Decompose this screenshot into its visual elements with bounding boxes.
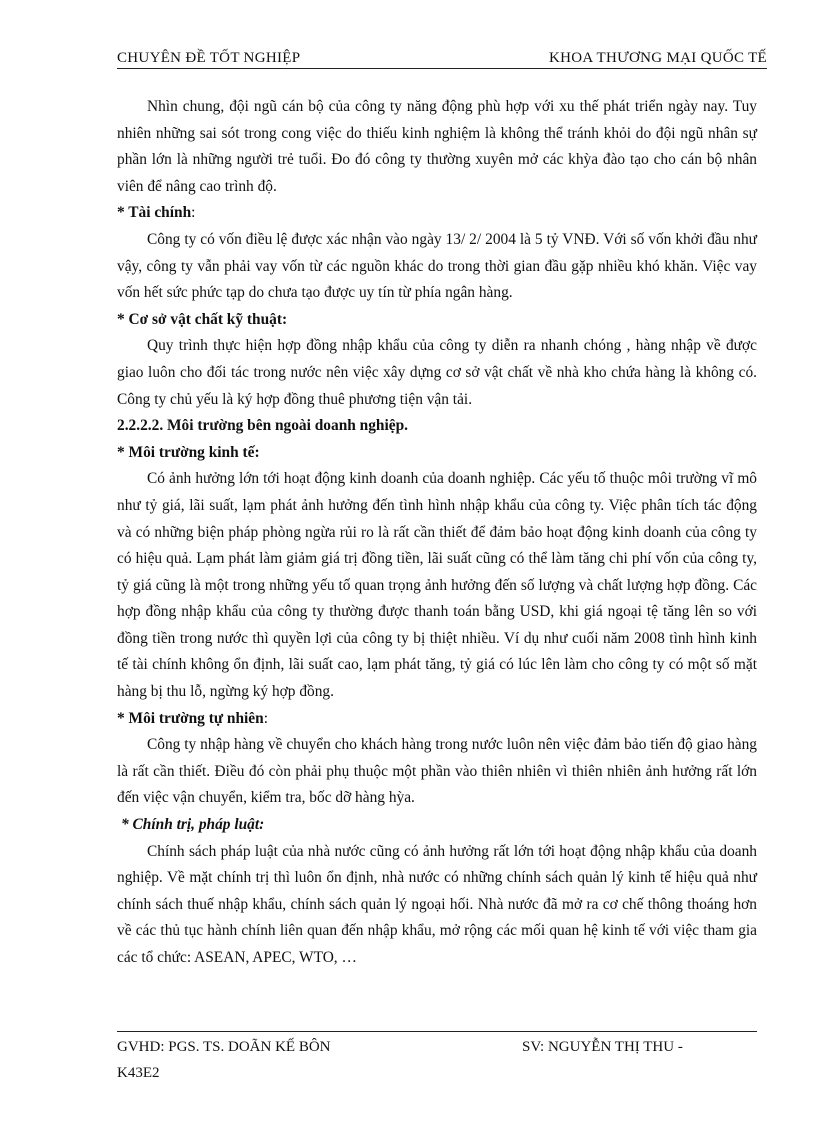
page-header (117, 48, 767, 69)
page-footer (117, 1031, 757, 1081)
heading-natural (117, 706, 757, 733)
heading-natural-text: * Môi trường tự nhiên (117, 709, 264, 727)
document-body (117, 94, 757, 972)
section-heading-external: 2.2.2.2. Môi trường bên ngoài doanh nghiệp. (117, 417, 408, 435)
paragraph-political-legal: Chính sách pháp luật của nhà nước cũng có ảnh hưởng rất lớn tới hoạt động nhập khẩu của doanh nghiệp. Về mặt chính trị thì luôn ổn định, nhà nước có những chính sách quản lý kinh tế hiệu quả như chính sách thuế nhập khẩu, chính sách quản lý ngoại hối. Nhà nước đã mở ra cơ chế thông thoáng hơn về các thủ tục hành chính liên quan đến nhập khẩu, mở rộng các mối quan hệ kinh tế với việc tham gia các tổ chức: ASEAN, APEC, WTO, … (117, 842, 757, 966)
heading-finance-colon: : (191, 204, 196, 222)
footer-advisor: GVHD: PGS. TS. DOÃN KẾ BÔN (117, 1039, 331, 1055)
heading-economic: * Môi trường kinh tế: (117, 443, 260, 461)
heading-facilities: * Cơ sở vật chất kỹ thuật: (117, 310, 288, 328)
paragraph-natural: Công ty nhập hàng về chuyển cho khách hàng trong nước luôn nên việc đảm bảo tiến độ giao hàng là rất cần thiết. Điều đó còn phải phụ thuộc một phần vào thiên nhiên vì thiên nhiên ảnh hưởng rất lớn đến việc vận chuyển, kiểm tra, bốc dỡ hàng hỳa. (117, 736, 757, 807)
paragraph-finance: Công ty có vốn điều lệ được xác nhận vào ngày 13/ 2/ 2004 là 5 tỷ VNĐ. Với số vốn khởi đầu như vậy, công ty vẫn phải vay vốn từ các nguồn khác do trong thời gian đầu gặp nhiều khó khăn. Việc vay vốn hết sức phức tạp do chưa tạo được uy tín từ phía ngân hàng. (117, 230, 757, 302)
paragraph-staff: Nhìn chung, đội ngũ cán bộ của công ty năng động phù hợp với xu thế phát triển ngày nay. Tuy nhiên những sai sót trong cong việc do thiếu kinh nghiệm là không thể tránh khỏi do đội ngũ nhân sự phần lớn là những người trẻ tuổi. Đo đó công ty thường xuyên mở các khỳa đào tạo cho cán bộ nhân viên để nâng cao trình độ. (117, 98, 757, 195)
heading-political-legal: * Chính trị, pháp luật: (121, 816, 265, 834)
footer-class: K43E2 (117, 1065, 160, 1081)
heading-finance (117, 200, 757, 227)
footer-student: SV: NGUYỄN THỊ THU - (522, 1039, 683, 1055)
header-left-title: CHUYÊN ĐỀ TỐT NGHIỆP (117, 50, 301, 66)
header-right-title: KHOA THƯƠNG MẠI QUỐC TẾ (549, 50, 767, 66)
heading-finance-text: * Tài chính (117, 204, 192, 222)
paragraph-facilities: Quy trình thực hiện hợp đồng nhập khẩu của công ty diễn ra nhanh chóng , hàng nhập về được giao luôn cho đối tác trong nước nên việc xây dựng cơ sở vật chất về nhà kho chứa hàng là không có. Công ty chủ yếu là ký hợp đồng thuê phương tiện vận tải. (117, 337, 757, 408)
heading-natural-colon: : (263, 709, 268, 727)
paragraph-economic: Có ảnh hưởng lớn tới hoạt động kinh doanh của doanh nghiệp. Các yếu tố thuộc môi trường vĩ mô như tỷ giá, lãi suất, lạm phát ảnh hưởng đến tình hình nhập khẩu của công ty. Việc phân tích tác động và có những biện pháp phòng ngừa rủi ro là rất cần thiết để đảm bảo hoạt động kinh doanh của công ty có hiệu quả. Lạm phát làm giảm giá trị đồng tiền, lãi suất cũng có thể làm tăng chi phí vốn của công ty, tỷ giá cũng là một trong những yếu tố quan trọng ảnh hưởng đến số lượng và chất lượng hợp đồng. Các hợp đồng nhập khẩu của công ty thường được thanh toán bằng USD, khi giá ngoại tệ tăng lên so với đồng tiền trong nước thì quyền lợi của công ty bị thiệt nhiều. Ví dụ như cuối năm 2008 tình hình kinh tế tài chính không ổn định, lãi suất cao, lạm phát tăng, tỷ giá có lúc lên làm cho công ty có một số mặt hàng bị thu lỗ, ngừng ký hợp đồng. (117, 470, 757, 701)
